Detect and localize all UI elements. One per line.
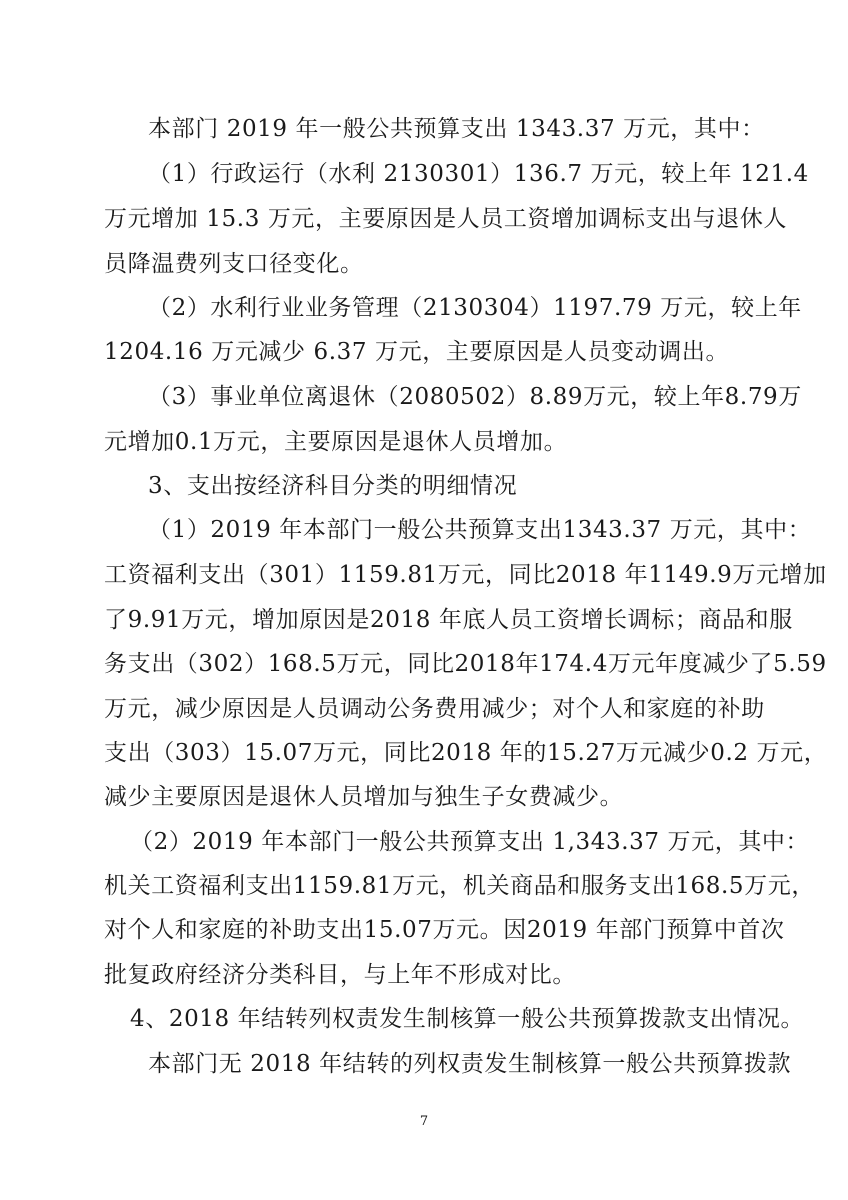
paragraph-line: 万元增加 15.3 万元，主要原因是人员工资增加调标支出与退休人 [104, 206, 788, 232]
section-heading: 4、2018 年结转列权责发生制核算一般公共预算拨款支出情况。 [130, 1006, 805, 1032]
paragraph-line: 务支出（302）168.5万元，同比2018年174.4万元年度减少了5.59 [104, 651, 827, 677]
paragraph-line: 1204.16 万元减少 6.37 万元，主要原因是人员变动调出。 [104, 339, 730, 365]
paragraph-line: 批复政府经济分类科目，与上年不形成对比。 [104, 962, 576, 988]
paragraph-line: （1）2019 年本部门一般公共预算支出1343.37 万元，其中： [148, 517, 812, 543]
paragraph-line: 机关工资福利支出1159.81万元，机关商品和服务支出168.5万元， [104, 873, 815, 899]
paragraph-line: 工资福利支出（301）1159.81万元，同比2018 年1149.9万元增加 [104, 562, 827, 588]
paragraph-line: （1）行政运行（水利 2130301）136.7 万元，较上年 121.4 [148, 161, 809, 187]
section-heading: 3、支出按经济科目分类的明细情况 [148, 473, 518, 499]
paragraph-line: （3）事业单位离退休（2080502）8.89万元，较上年8.79万 [148, 384, 802, 410]
paragraph-line: 万元，减少原因是人员调动公务费用减少；对个人和家庭的补助 [104, 696, 765, 722]
paragraph-line: （2）2019 年本部门一般公共预算支出 1,343.37 万元，其中： [130, 829, 810, 855]
paragraph-line: 本部门无 2018 年结转的列权责发生制核算一般公共预算拨款 [148, 1051, 792, 1077]
paragraph-line: 本部门 2019 年一般公共预算支出 1343.37 万元，其中： [148, 116, 765, 142]
paragraph-line: （2）水利行业业务管理（2130304）1197.79 万元，较上年 [148, 295, 802, 321]
paragraph-line: 员降温费列支口径变化。 [104, 251, 364, 277]
paragraph-line: 支出（303）15.07万元，同比2018 年的15.27万元减少0.2 万元， [104, 740, 828, 766]
paragraph-line: 对个人和家庭的补助支出15.07万元。因2019 年部门预算中首次 [104, 917, 785, 943]
paragraph-line: 元增加0.1万元，主要原因是退休人员增加。 [104, 429, 568, 455]
paragraph-line: 了9.91万元，增加原因是2018 年底人员工资增长调标；商品和服 [104, 607, 793, 633]
paragraph-line: 减少主要原因是退休人员增加与独生子女费减少。 [104, 784, 624, 810]
page-number: 7 [419, 1114, 429, 1129]
